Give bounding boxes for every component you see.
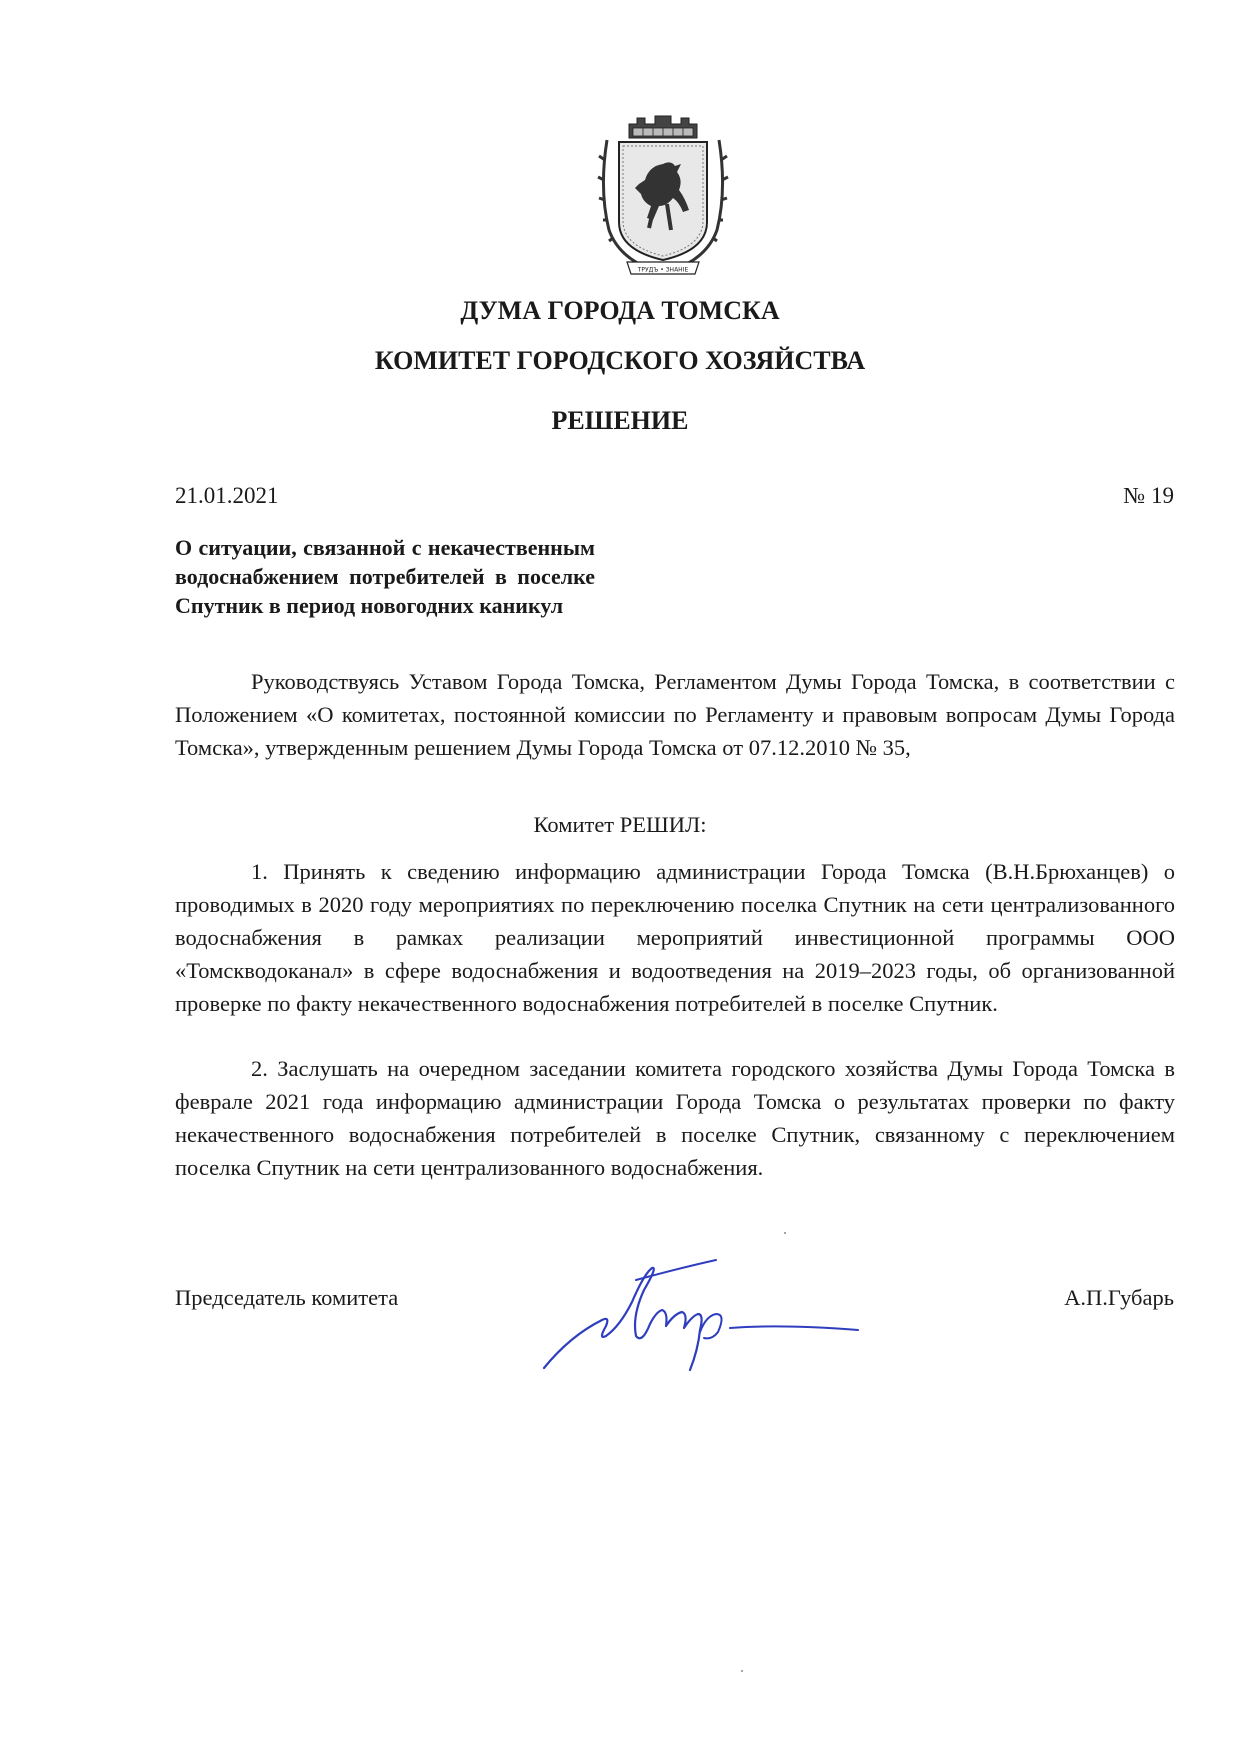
scan-speck <box>784 1232 786 1234</box>
scan-speck <box>741 1670 743 1672</box>
signatory-position: Председатель комитета <box>175 1285 399 1310</box>
decision-item-2: 2. Заслушать на очередном заседании комитета городского хозяйства Думы Города Томска в феврале 2021 года информацию администрации Города Томска о результатах проверки по факту некачественного водоснабжения потребителей в поселке Спутник, связанному с переключением поселка Спутник на сети централизованного водоснабжения. <box>175 1056 1175 1180</box>
emblem-ribbon-text: ТРУДЪ • ЗНАНІЕ <box>637 266 689 274</box>
tomsk-coat-of-arms-emblem <box>593 110 733 282</box>
preamble-paragraph: Руководствуясь Уставом Города Томска, Регламентом Думы Города Томска, в соответствии с Положением «О комитетах, постоянной комиссии по Регламенту и правовым вопросам Думы Города Томска», утвержденным решением Думы Города Томска от 07.12.2010 № 35, <box>175 669 1175 760</box>
document-number: № 19 <box>1123 483 1174 508</box>
decision-item-1: 1. Принять к сведению информацию администрации Города Томска (В.Н.Брюханцев) о проводимых в 2020 году мероприятиях по переключению поселка Спутник на сети централизованного водоснабжения в рамках реализации мероприятий инвестиционной программы ООО «Томскводоканал» в сфере водоснабжения и водоотведения на 2019–2023 годы, об организованной проверке по факту некачественного водоснабжения потребителей в поселке Спутник. <box>175 859 1175 1016</box>
committee-title: КОМИТЕТ ГОРОДСКОГО ХОЗЯЙСТВА <box>374 346 866 375</box>
document-subject: О ситуации, связанной с некачественным водоснабжением потребителей в поселке Спутник в период новогодних каникул <box>175 535 595 618</box>
signatory-name: А.П.Губарь <box>1064 1285 1174 1310</box>
handwritten-signature <box>540 1240 870 1380</box>
document-type: РЕШЕНИЕ <box>551 406 689 435</box>
org-title: ДУМА ГОРОДА ТОМСКА <box>460 296 780 325</box>
resolved-heading: Комитет РЕШИЛ: <box>533 812 707 837</box>
document-date: 21.01.2021 <box>175 483 279 508</box>
